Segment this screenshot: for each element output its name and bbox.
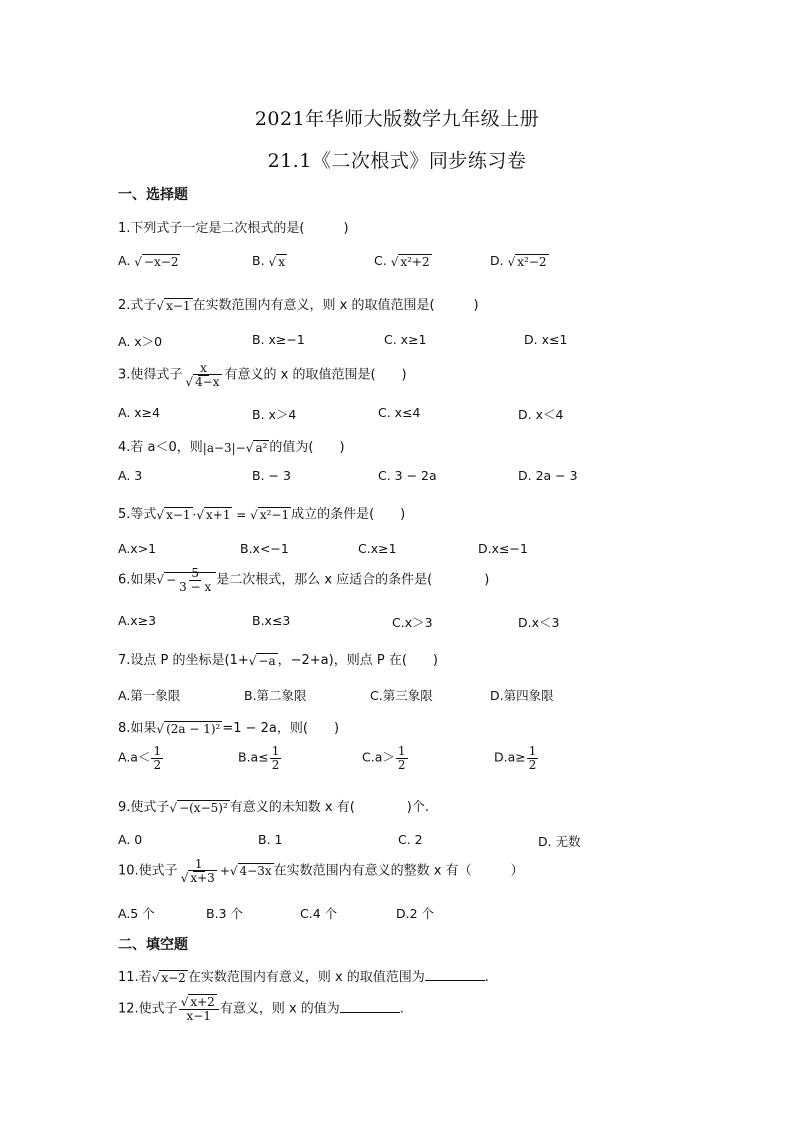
q8-option-d: D.a≥ $\frac{1}{2}$ <box>494 744 537 772</box>
q2-option-a: A. x＞0 <box>118 334 163 349</box>
q4-option-a: A. 3 <box>118 468 143 483</box>
answer-blank-12[interactable] <box>340 1000 400 1013</box>
q10-option-c: C.4 个 <box>300 906 338 921</box>
q7-option-d: D.第四象限 <box>490 688 554 703</box>
q7-option-b: B.第二象限 <box>244 688 307 703</box>
question-10: 10.使式子 $\frac{1}{√ x+3}$ +√ 4−3x 在实数范围内有意义的整数 x 有（ ） <box>118 857 524 885</box>
q9-option-c: C. 2 <box>398 832 423 847</box>
question-9: 9.使式子√ −(x−5)² 有意义的未知数 x 有( )个. <box>118 800 429 815</box>
question-5: 5.等式√ x−1 ·√ x+1 = √ x²−1 成立的条件是( ) <box>118 507 406 522</box>
q1-option-b: B. √ x <box>252 253 285 269</box>
section-choice-heading: 一、选择题 <box>118 187 188 203</box>
q3-option-a: A. x≥4 <box>118 405 161 420</box>
q4-option-d: D. 2a − 3 <box>518 468 578 483</box>
question-8: 8.如果√ (2a − 1)² =1 − 2a，则( ) <box>118 721 340 736</box>
q9-option-d: D. 无数 <box>538 834 581 849</box>
q4-option-c: C. 3 − 2a <box>378 468 437 483</box>
q7-option-c: C.第三象限 <box>370 688 433 703</box>
q6-option-b: B.x≤3 <box>252 613 291 628</box>
q6-option-c: C.x＞3 <box>392 615 433 630</box>
q2-option-c: C. x≥1 <box>384 332 427 347</box>
q6-option-d: D.x＜3 <box>518 615 560 630</box>
page-subtitle: 21.1《二次根式》同步练习卷 <box>267 150 527 172</box>
q6-option-a: A.x≥3 <box>118 613 157 628</box>
q7-option-a: A.第一象限 <box>118 688 181 703</box>
page-title: 2021年华师大版数学九年级上册 <box>254 108 540 130</box>
q8-option-b: B.a≤ $\frac{1}{2}$ <box>238 744 280 772</box>
question-1: 1.下列式子一定是二次根式的是( ) <box>118 221 349 236</box>
q2-option-d: D. x≤1 <box>524 332 568 347</box>
question-7: 7.设点 P 的坐标是(1+√ −a ，−2+a)，则点 P 在( ) <box>118 653 438 668</box>
q8-option-a: A.a＜ $\frac{1}{2}$ <box>118 744 162 772</box>
question-6: 6.如果√ − $\frac{5}{3 - x}$ 是二次根式，那么 x 应适合的条件是( ) <box>118 566 490 594</box>
q5-option-b: B.x<−1 <box>240 541 289 556</box>
q2-option-b: B. x≥−1 <box>252 332 305 347</box>
question-4: 4.若 a＜0，则|a−3|−√ a² 的值为( ) <box>118 440 345 455</box>
q5-option-d: D.x≤−1 <box>478 541 528 556</box>
q10-option-d: D.2 个 <box>396 906 435 921</box>
q3-option-b: B. x＞4 <box>252 407 297 422</box>
q1-option-a: A. √ −x−2 <box>118 253 179 269</box>
q8-option-c: C.a＞ $\frac{1}{2}$ <box>362 744 406 772</box>
q9-option-b: B. 1 <box>258 832 283 847</box>
question-3: 3.使得式子 $\frac{x}{√ 4-x}$ 有意义的 x 的取值范围是( ) <box>118 361 407 389</box>
q5-option-c: C.x≥1 <box>358 541 397 556</box>
q1-option-d: D. √ x²−2 <box>490 253 547 269</box>
section-fill-heading: 二、填空题 <box>118 937 188 953</box>
q3-option-d: D. x＜4 <box>518 407 564 422</box>
q4-option-b: B. − 3 <box>252 468 291 483</box>
q10-option-a: A.5 个 <box>118 906 155 921</box>
q5-option-a: A.x>1 <box>118 541 157 556</box>
question-12: 12.使式子 $\frac{√ x+2}{x-1}$ 有意义，则 x 的值为 . <box>118 995 404 1023</box>
q1-option-c: C. √ x²+2 <box>374 253 430 269</box>
q10-option-b: B.3 个 <box>206 906 243 921</box>
q9-option-a: A. 0 <box>118 832 143 847</box>
answer-blank-11[interactable] <box>425 968 485 981</box>
question-11: 11.若√ x−2 在实数范围内有意义，则 x 的取值范围为 . <box>118 970 489 985</box>
q3-option-c: C. x≤4 <box>378 405 421 420</box>
question-2: 2.式子√ x−1 在实数范围内有意义，则 x 的取值范围是( ) <box>118 298 479 313</box>
